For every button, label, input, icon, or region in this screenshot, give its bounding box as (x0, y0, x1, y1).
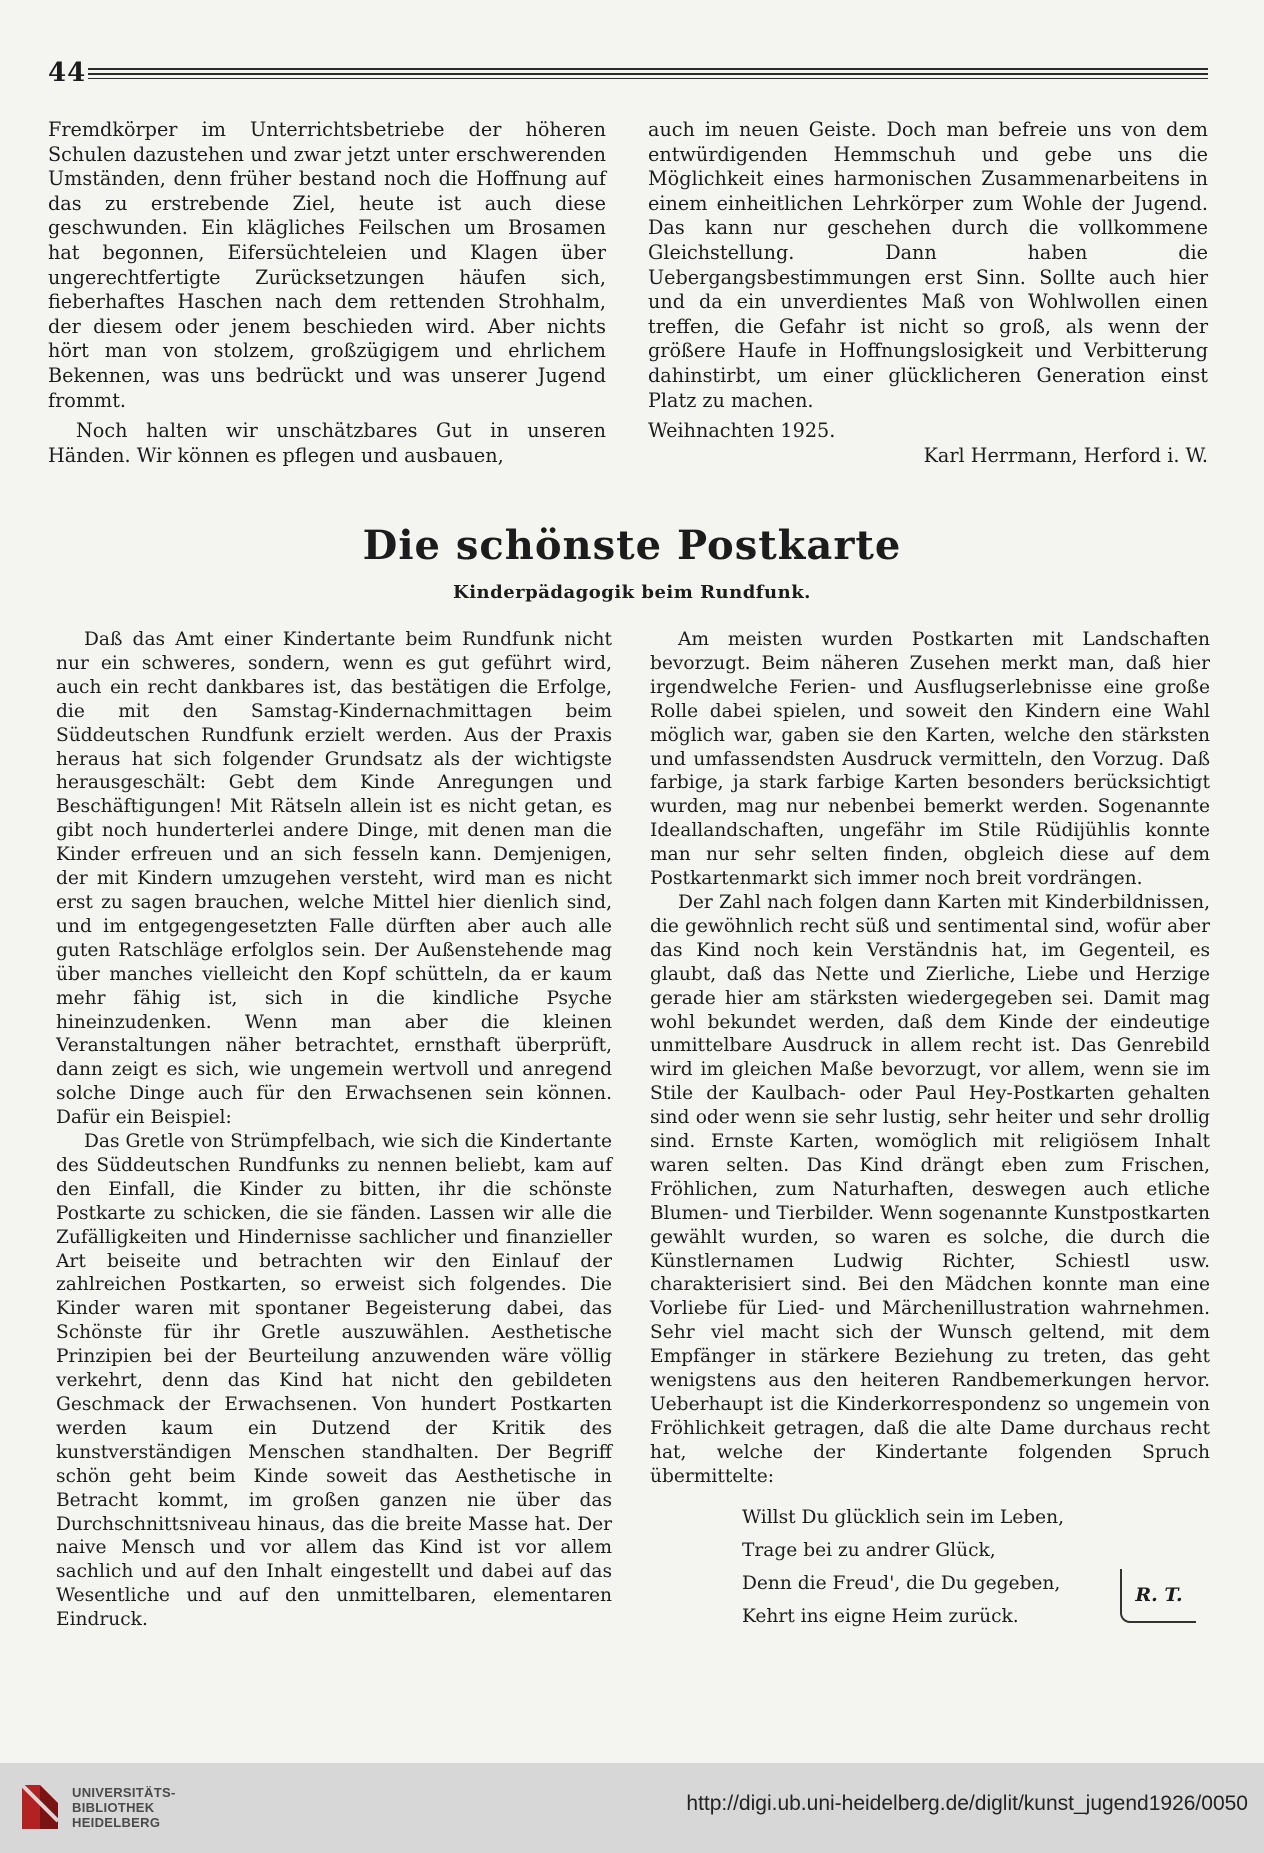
source-url[interactable]: http://digi.ub.uni-heidelberg.de/diglit/kunst_jugend1926/0050 (686, 1792, 1248, 1815)
verse-line: Denn die Freud', die Du gegeben, (742, 1572, 1061, 1594)
verse-line: Trage bei zu andrer Glück, (742, 1539, 996, 1561)
header-rule (88, 78, 1208, 79)
paragraph: Am meisten wurden Postkarten mit Landschaften bevorzugt. Beim näheren Zusehen merkt man, daß hier irgendwelche Ferien- und Ausflugserlebnisse eine große Rolle dabei spielen, und soweit den Kindern eine Wahl möglich war, gaben sie den Karten, welche den stärksten und umfassendsten Ausdruck vermitteln, den Vorzug. Daß farbige, ja stark farbige Karten besonders berücksichtigt wurden, mag nur nebenbei bemerkt werden. Sogenannte Ideallandschaften, ungefähr im Stile Rüdijühlis konnte man nur sehr selten finden, obgleich diese auf dem Postkartenmarkt sich immer noch breit vordrängen. (650, 629, 1210, 890)
header-rule (88, 68, 1208, 70)
author-initials: R. T. (1120, 1569, 1196, 1623)
verse-line: Willst Du glücklich sein im Leben, (742, 1506, 1065, 1528)
previous-article-left-column (48, 118, 606, 468)
verse-line: Kehrt ins eigne Heim zurück. (742, 1605, 1019, 1627)
page-header (48, 58, 1208, 86)
article-right-column (650, 628, 1210, 1633)
article-subtitle: Kinderpädagogik beim Rundfunk. (453, 582, 811, 603)
library-logo-icon (18, 1781, 62, 1833)
paragraph: Noch halten wir unschätzbares Gut in unseren Händen. Wir können es pflegen und ausbauen, (48, 419, 606, 467)
page-number: 44 (48, 58, 87, 88)
footer-bar (0, 1763, 1264, 1853)
previous-article-right-column (648, 118, 1208, 468)
paragraph: Fremdkörper im Unterrichtsbetriebe der höheren Schulen dazustehen und zwar jetzt unter erschwerenden Umständen, denn früher bestand noch die Hoffnung auf das zu erstrebende Ziel, heute ist auch diese geschwunden. Ein klägliches Feilschen um Brosamen hat begonnen, Eifersüchteleien und Klagen über ungerechtfertigte Zurücksetzungen häufen sich, fieberhaftes Haschen nach dem rettenden Strohhalm, der diesem oder jenem beschieden wird. Aber nichts hört man von stolzem, großzügigem und ehrlichem Bekennen, was uns bedrückt und was unserer Jugend frommt. (48, 118, 606, 412)
header-rule (88, 73, 1208, 75)
article-left-column (56, 628, 612, 1632)
article-title: Die schönste Postkarte (362, 522, 902, 569)
paragraph: auch im neuen Geiste. Doch man befreie uns von dem entwürdigenden Hemmschuh und gebe uns die Möglichkeit eines harmonischen Zusammenarbeitens in einem einheitlichen Lehrkörper zum Wohle der Jugend. Das kann nur geschehen durch die vollkommene Gleichstellung. Dann haben die Uebergangsbestimmungen erst Sinn. Sollte auch hier und da ein unverdientes Maß von Wohlwollen einen treffen, die Gefahr ist nicht so groß, als wenn der größere Haufe in Hoffnungslosigkeit und Verbitterung dahinstirbt, um einer glücklicheren Generation einst Platz zu machen. (648, 118, 1208, 412)
paragraph: Daß das Amt einer Kindertante beim Rundfunk nicht nur ein schweres, sondern, wenn es gut geführt wird, auch ein recht dankbares ist, das bestätigen die Erfolge, die mit den Samstag-Kindernachmittagen beim Süddeutschen Rundfunk erzielt werden. Aus der Praxis heraus hat sich folgender Grundsatz als der wichtigste herausgeschält: Gebt dem Kinde Anregungen und Beschäftigungen! Mit Rätseln allein ist es nicht getan, es gibt noch hunderterlei andere Dinge, mit denen man die Kinder erfreuen und an sich fesseln kann. Demjenigen, der mit Kindern umzugehen versteht, wird man es nicht erst zu sagen brauchen, welche Mittel hier dienlich sind, und im entgegengesetzten Falle dürften aber auch alle guten Ratschläge erfolglos sein. Der Außenstehende mag über manches vielleicht den Kopf schütteln, da er kaum mehr fähig ist, sich in die kindliche Psyche hineinzudenken. Wenn man aber die kleinen Veranstaltungen näher betrachtet, ernsthaft überprüft, dann zeigt es sich, wie ungemein wertvoll und anregend solche Dinge auch für den Erwachsenen sein können. Dafür ein Beispiel: (56, 629, 612, 1129)
dateline: Weihnachten 1925. (648, 419, 836, 443)
author-signature: Karl Herrmann, Herford i. W. (923, 443, 1208, 467)
library-logo-text: UNIVERSITÄTS- BIBLIOTHEK HEIDELBERG (72, 1785, 176, 1830)
paragraph: Der Zahl nach folgen dann Karten mit Kinderbildnissen, die gewöhnlich recht süß und sentimental sind, wofür aber das Kind noch kein Verständnis hat, im Gegenteil, es glaubt, daß das Nette und Zierliche, Liebe und Herzige gerade hier am stärksten wiedergegeben sei. Damit mag wohl bekundet werden, daß dem Kinde der eindeutige unmittelbare Ausdruck in allem recht ist. Das Genrebild wird im gleichen Maße bevorzugt, vor allem, wenn sie im Stile der Kaulbach- oder Paul Hey-Postkarten gehalten sind oder wenn sie sehr lustig, sehr heiter und sehr drollig sind. Ernste Karten, womöglich mit religiösem Inhalt waren selten. Das Kind drängt eben zum Frischen, Fröhlichen, zum Naturhaften, deswegen auch etliche Blumen- und Tierbilder. Wenn sogenannte Kunstpostkarten gewählt wurden, so waren es solche, die durch die Künstlernamen Ludwig Richter, Schiestl usw. charakterisiert sind. Bei den Mädchen konnte man eine Vorliebe für Lied- und Märchenillustration wahrnehmen. Sehr viel macht sich der Wunsch geltend, mit dem Empfänger in stärkere Beziehung zu treten, das geht wenigstens aus den heiteren Randbemerkungen hervor. Ueberhaupt ist die Kinderkorrespondenz so ungemein von Fröhlichkeit getragen, daß die alte Dame durchaus recht hat, welche der Kindertante folgenden Spruch übermittelte: (650, 891, 1210, 1487)
paragraph: Das Gretle von Strümpfelbach, wie sich die Kindertante des Süddeutschen Rundfunks zu nennen beliebt, kam auf den Einfall, die Kinder zu bitten, ihr die schönste Postkarte zu schicken, die sie fänden. Lassen wir alle die Zufälligkeiten und Hindernisse sachlicher und finanzieller Art beiseite und betrachten wir den Einlauf der zahlreichen Postkarten, so erweist sich folgendes. Die Kinder waren mit spontaner Begeisterung dabei, das Schönste für ihr Gretle auszuwählen. Aesthetische Prinzipien bei der Beurteilung anzuwenden wäre völlig verkehrt, denn das Kind hat nicht den gebildeten Geschmack der Erwachsenen. Von hundert Postkarten werden kaum ein Dutzend der Kritik des kunstverständigen Menschen standhalten. Der Begriff schön geht beim Kinde soweit das Aesthetische in Betracht kommt, im großen ganzen nie über das Durchschnittsniveau hinaus, das die breite Masse hat. Der naive Mensch und vor allem das Kind ist vor allem sachlich und auf den Inhalt eingestellt und dabei auf das Wesentliche und auf den unmittelbaren, elementaren Eindruck. (56, 1131, 612, 1631)
